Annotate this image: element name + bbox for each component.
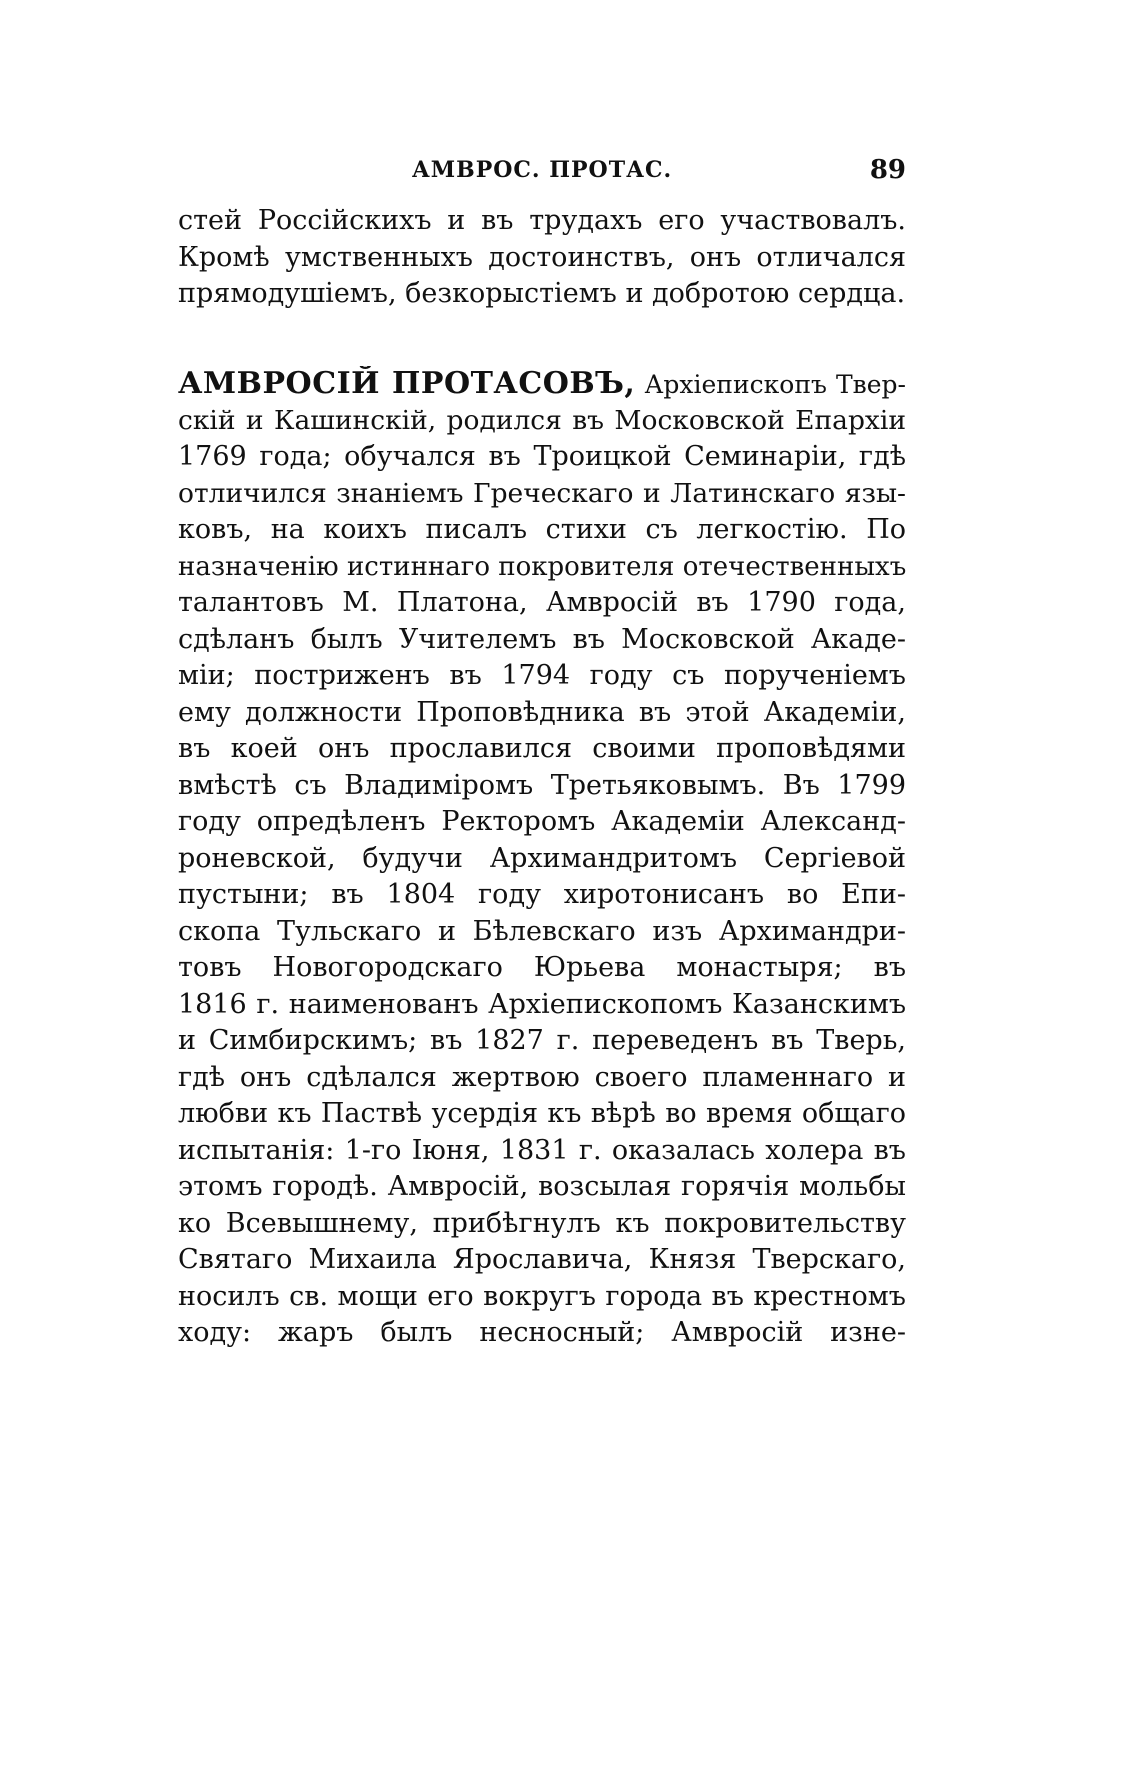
text-line: носилъ св. мощи его вокругъ города въ крестномъ	[178, 1280, 906, 1312]
entry-first-line-rest: Архіепископъ Твер-	[644, 370, 906, 399]
text-line: 1816 г. наименованъ Архіепископомъ Казанскимъ	[178, 988, 906, 1020]
text-line: и Симбирскимъ; въ 1827 г. переведенъ въ Тверь,	[178, 1025, 906, 1056]
text-line: 1769 года; обучался въ Троицкой Семинаріи, гдѣ	[178, 441, 906, 472]
biography-entry	[178, 366, 906, 1352]
text-line: году опредѣленъ Ректоромъ Академіи Александ-	[178, 806, 906, 837]
text-line: товъ Новогородскаго Юрьева монастыря; въ	[178, 952, 906, 983]
text-line: этомъ городѣ. Амвросій, возсылая горячія мольбы	[178, 1171, 906, 1202]
running-head	[178, 150, 906, 190]
text-line: испытанія: 1-го Іюня, 1831 г. оказалась холера въ	[178, 1134, 906, 1166]
continuation-paragraph	[178, 203, 906, 313]
entry-name: АМВРОСІЙ ПРОТАСОВЪ,	[178, 366, 636, 401]
text-line: роневской, будучи Архимандритомъ Сергіевой	[178, 842, 906, 874]
text-line: ходу: жаръ былъ несносный; Амвросій изне-	[178, 1317, 906, 1348]
text-line: въ коей онъ прославился своими проповѣдями	[178, 733, 906, 764]
text-line: пустыни; въ 1804 году хиротонисанъ во Епи-	[178, 879, 906, 910]
page-number: 89	[869, 155, 906, 185]
text-line: стей Россійскихъ и въ трудахъ его участвовалъ.	[178, 205, 906, 236]
text-line: скопа Тульскаго и Бѣлевскаго изъ Архимандри-	[178, 915, 906, 947]
text-line: сдѣланъ былъ Учителемъ въ Московской Акаде-	[178, 623, 906, 655]
text-line: назначенію истиннаго покровителя отечественныхъ	[178, 551, 906, 582]
text-line: талантовъ М. Платона, Амвросій въ 1790 года,	[178, 587, 906, 618]
text-line: отличился знаніемъ Греческаго и Латинскаго язы-	[178, 477, 906, 509]
text-line: скій и Кашинскій, родился въ Московской Епархіи	[178, 404, 906, 436]
running-title: АМВРОС. ПРОТАС.	[411, 157, 673, 183]
text-line: вмѣстѣ съ Владиміромъ Третьяковымъ. Въ 1799	[178, 769, 906, 801]
text-line: ко Всевышнему, прибѣгнулъ къ покровительству	[178, 1207, 906, 1239]
entry-first-line	[178, 366, 906, 403]
text-line: ему должности Проповѣдника въ этой Академіи,	[178, 696, 906, 728]
text-line: ковъ, на коихъ писалъ стихи съ легкостію. По	[178, 514, 906, 545]
text-line: міи; постриженъ въ 1794 году съ порученіемъ	[178, 660, 906, 691]
text-line: любви къ Паствѣ усердія къ вѣрѣ во время общаго	[178, 1098, 906, 1129]
text-line: Кромѣ умственныхъ достоинствъ, онъ отличался	[178, 241, 906, 273]
text-line: Святаго Михаила Ярославича, Князя Тверскаго,	[178, 1244, 906, 1275]
text-line: прямодушіемъ, безкорыстіемъ и добротою сердца.	[178, 278, 906, 309]
text-line: гдѣ онъ сдѣлался жертвою своего пламеннаго и	[178, 1061, 906, 1093]
